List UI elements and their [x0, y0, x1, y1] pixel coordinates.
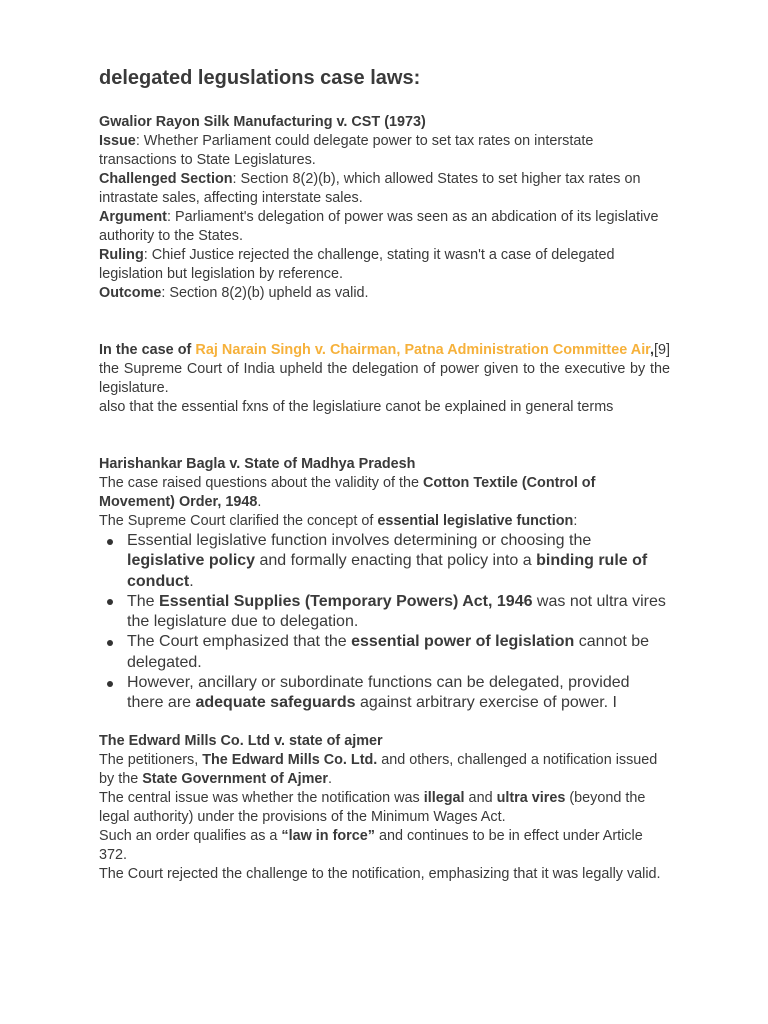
- bold-run: legislative policy: [127, 552, 256, 570]
- case-gwalior: [99, 113, 670, 303]
- case-harishankar: [99, 455, 670, 714]
- bullet-dot-icon: [107, 640, 113, 646]
- text-run: Such an order qualifies as a: [99, 827, 282, 844]
- bullet-list: [99, 531, 670, 714]
- concept-name: essential legislative function: [377, 513, 574, 529]
- bold-run: State Government of Ajmer: [142, 770, 328, 787]
- bullet-dot-icon: [107, 681, 113, 687]
- bold-run: “law in force”: [281, 827, 375, 844]
- argument-label: Argument: [99, 209, 167, 225]
- issue-label: Issue: [99, 133, 136, 149]
- list-item: [127, 531, 670, 592]
- argument-text: : Parliament's delegation of power was seen as an abdication of its legislative authority to the States.: [99, 209, 659, 244]
- bold-run: Essential Supplies (Temporary Powers) Act, 1946: [159, 592, 533, 610]
- case-heading: The Edward Mills Co. Ltd v. state of ajmer: [99, 732, 383, 749]
- text-run: The Supreme Court clarified the concept of: [99, 513, 378, 529]
- text-run: Essential legislative function involves determining or choosing the: [127, 532, 592, 549]
- issue-paragraph: [99, 789, 670, 827]
- bold-run: The Edward Mills Co. Ltd.: [202, 751, 378, 768]
- text-run: (beyond the legal authority) under the provisions of the Minimum Wages Act.: [99, 789, 646, 825]
- text-run: and: [464, 789, 497, 806]
- law-in-force-paragraph: [99, 827, 670, 865]
- bold-run: essential power of legislation: [351, 633, 575, 651]
- outcome-paragraph: [99, 284, 670, 303]
- case-raj-narain: [99, 341, 670, 417]
- case-heading: Gwalior Rayon Silk Manufacturing v. CST (1973): [99, 114, 426, 130]
- case-edward-mills: [99, 732, 670, 884]
- argument-paragraph: [99, 208, 670, 246]
- text-run: The central issue was whether the notification was: [99, 789, 424, 806]
- raj-narain-rest: [9] the Supreme Court of India upheld the delegation of power given to the executive by the legislature.: [99, 342, 670, 396]
- issue-text: : Whether Parliament could delegate power to set tax rates on interstate transactions to State Legislatures.: [99, 133, 594, 168]
- outcome-label: Outcome: [99, 285, 162, 301]
- validity-paragraph: [99, 474, 670, 512]
- petitioners-paragraph: [99, 751, 670, 789]
- challenged-text: : Section 8(2)(b), which allowed States to set higher tax rates on intrastate sales, affecting interstate sales.: [99, 171, 641, 206]
- text-run: The petitioners,: [99, 751, 203, 768]
- text-run: The: [127, 592, 160, 610]
- challenged-paragraph: [99, 170, 670, 208]
- case-link[interactable]: Raj Narain Singh v. Chairman, Patna Administration Committee Air: [195, 342, 650, 358]
- issue-paragraph: [99, 132, 670, 170]
- conclusion-paragraph: The Court rejected the challenge to the notification, emphasizing that it was legally valid.: [99, 865, 661, 882]
- bullet-dot-icon: [107, 539, 113, 545]
- bold-run: binding rule of conduct: [127, 552, 648, 590]
- bold-run: adequate safeguards: [195, 694, 356, 712]
- bold-run: illegal: [423, 789, 465, 806]
- page-title: delegated leguslations case laws:: [99, 67, 421, 89]
- comma: ,: [650, 342, 654, 358]
- text-run: was not ultra vires the legislature due to delegation.: [127, 592, 666, 631]
- ruling-paragraph: [99, 246, 670, 284]
- list-item: [127, 592, 670, 633]
- text-run: and continues to be in effect under Article 372.: [99, 827, 643, 863]
- text-run: and formally enacting that policy into a: [255, 552, 537, 570]
- outcome-text: : Section 8(2)(b) upheld as valid.: [161, 285, 369, 301]
- ruling-label: Ruling: [99, 247, 144, 263]
- text-run: However, ancillary or subordinate functions can be delegated, provided there are: [127, 674, 630, 712]
- text-run: .: [328, 770, 332, 787]
- text-run: and others, challenged a notification issued by the: [99, 751, 658, 787]
- list-item: [127, 632, 670, 673]
- raj-narain-note: also that the essential fxns of the legislatiure canot be explained in general terms: [99, 399, 614, 415]
- bold-run: ultra vires: [496, 789, 566, 806]
- text-run: .: [257, 494, 262, 510]
- lead-text: In the case of: [99, 342, 196, 358]
- text-run: .: [189, 572, 194, 590]
- bullet-dot-icon: [107, 599, 113, 605]
- text-run: The case raised questions about the validity of the: [99, 475, 423, 491]
- text-run: against arbitrary exercise of power. I: [355, 694, 617, 712]
- text-run: :: [573, 513, 578, 529]
- concept-paragraph: [99, 512, 670, 531]
- order-name: Cotton Textile (Control of Movement) Order, 1948: [99, 475, 596, 510]
- text-run: cannot be delegated.: [127, 633, 650, 671]
- case-heading: Harishankar Bagla v. State of Madhya Pradesh: [99, 456, 416, 472]
- ruling-text: : Chief Justice rejected the challenge, stating it wasn't a case of delegated legislation but legislation by reference.: [99, 247, 615, 282]
- raj-narain-paragraph: [99, 341, 670, 398]
- document-content: [99, 62, 670, 884]
- challenged-label: Challenged Section: [99, 171, 233, 187]
- list-item: [127, 673, 670, 714]
- text-run: The Court emphasized that the: [127, 633, 352, 651]
